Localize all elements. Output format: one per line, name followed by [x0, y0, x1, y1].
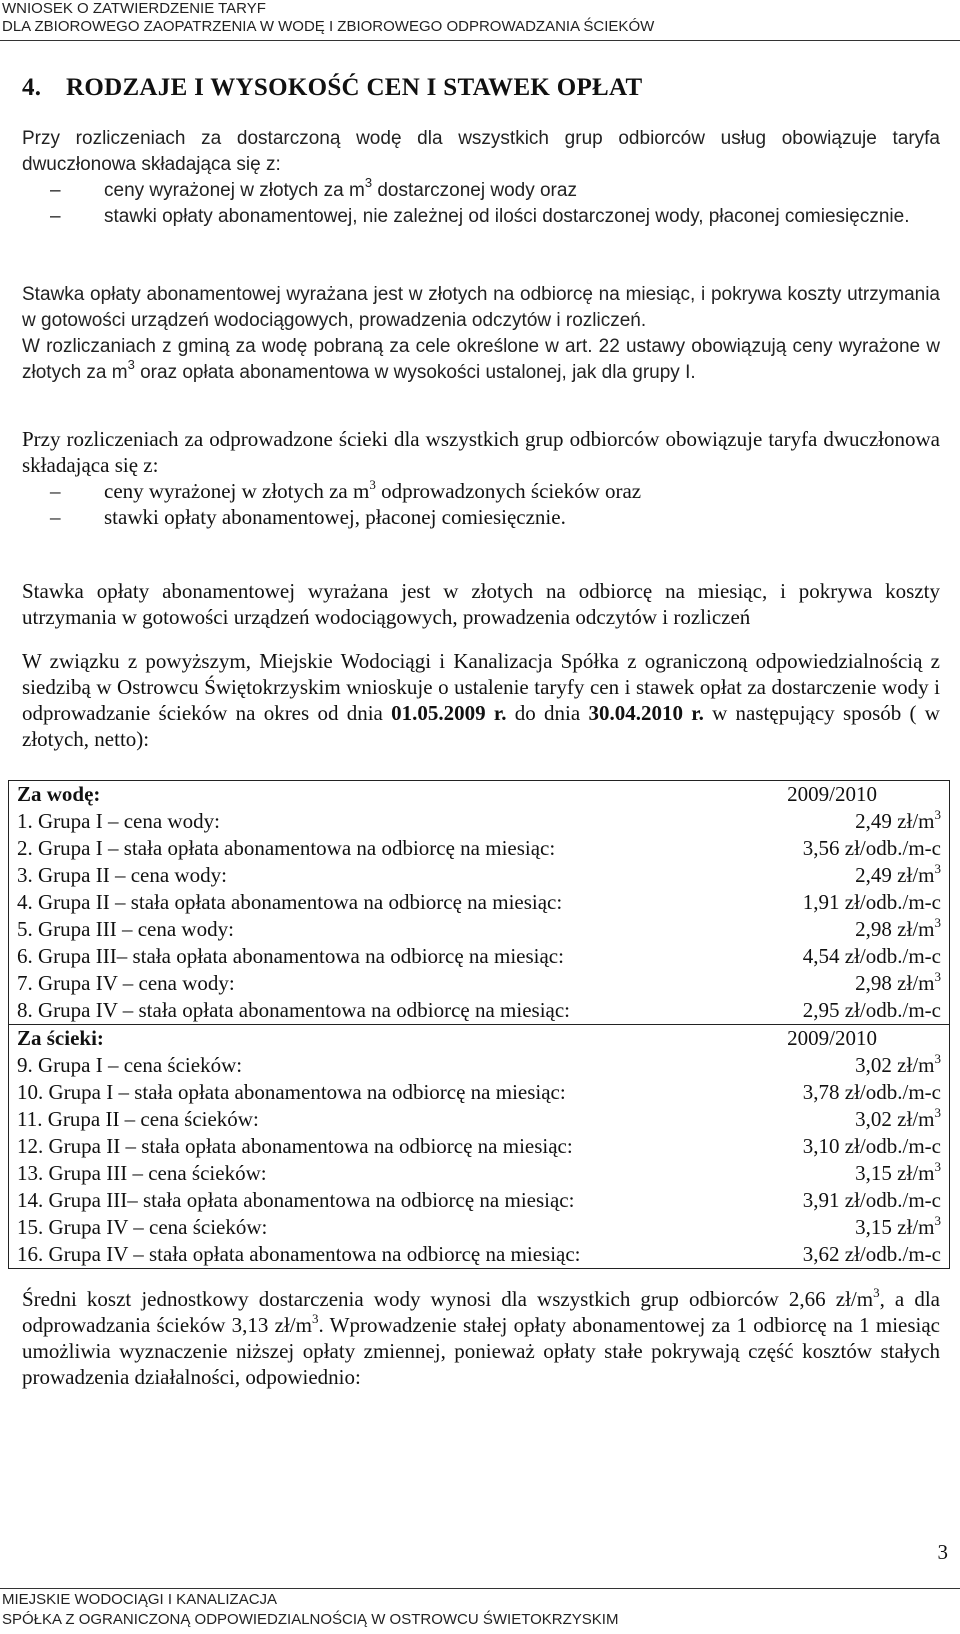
- table-row: [9, 1214, 950, 1241]
- footer-line-2: SPÓŁKA Z OGRANICZONĄ ODPOWIEDZIALNOŚCIĄ W OSTROWCU ŚWIETOKRZYSKIM: [2, 1611, 619, 1628]
- table-row: [9, 916, 950, 943]
- table-row: [9, 1052, 950, 1079]
- row-label: 15. Grupa IV – cena ścieków:: [17, 1215, 268, 1239]
- paragraph-abonament-water: Stawka opłaty abonamentowej wyrażana jest w złotych na odbiorcę na miesiąc, i pokrywa koszty utrzymania w gotowości urządzeń wodociągowych, prowadzenia odczytów i rozliczeń.: [22, 284, 940, 331]
- row-value: 3,56 zł/odb./m-c: [802, 836, 941, 860]
- table-header-water: [9, 781, 950, 809]
- table-row: [9, 1133, 950, 1160]
- sewage-bullet-1: – ceny wyrażonej w złotych za $m^3$ odprowadzonych ścieków oraz: [50, 477, 642, 503]
- row-value: 3,02 $zł/m^3$: [855, 1051, 941, 1077]
- water-header-label: Za wodę:: [17, 782, 101, 806]
- row-label: 4. Grupa II – stała opłata abonamentowa na odbiorcę na miesiąc:: [17, 890, 563, 914]
- row-label: 6. Grupa III– stała opłata abonamentowa na odbiorcę na miesiąc:: [17, 944, 564, 968]
- row-label: 12. Grupa II – stała opłata abonamentowa na odbiorcę na miesiąc:: [17, 1134, 573, 1158]
- row-label: 14. Grupa III– stała opłata abonamentowa na odbiorcę na miesiąc:: [17, 1188, 575, 1212]
- row-label: 11. Grupa II – cena ścieków:: [17, 1107, 259, 1131]
- row-value: 3,10 zł/odb./m-c: [802, 1134, 941, 1158]
- table-row: [9, 808, 950, 835]
- table-row: [9, 1160, 950, 1187]
- header-line-2: DLA ZBIOROWEGO ZAOPATRZENIA W WODĘ I ZBIOROWEGO ODPROWADZANIA ŚCIEKÓW: [2, 18, 655, 35]
- page-footer: [2, 1590, 618, 1630]
- section-title-text: RODZAJE I WYSOKOŚĆ CEN I STAWEK OPŁAT: [66, 74, 643, 101]
- row-value: 3,15 $zł/m^3$: [855, 1159, 941, 1185]
- paragraph-sredni-koszt: Średni koszt jednostkowy dostarczenia wody wynosi dla wszystkich grup odbiorców 2,66 $zł/m^3$, a dla odprowadzania ścieków 3,13 $zł/m^3$. Wprowadzenie stałej opłaty abonamentowej za 1 odbiorcę na 1 miesiąc umożliwia wyznaczenie niższej opłaty zmiennej, ponieważ opłaty stałe pokrywają część kosztów stałych prowadzenia działalności, odpowiednio:: [22, 1285, 940, 1389]
- table-row: [9, 997, 950, 1025]
- header-line-1: WNIOSEK O ZATWIERDZENIE TARYF: [2, 0, 266, 17]
- table-row: [9, 1241, 950, 1269]
- table-row: [9, 1187, 950, 1214]
- row-label: 9. Grupa I – cena ścieków:: [17, 1053, 243, 1077]
- footer-line-1: MIEJSKIE WODOCIĄGI I KANALIZACJA: [2, 1591, 278, 1608]
- row-label: 1. Grupa I – cena wody:: [17, 809, 220, 833]
- sewage-intro: Przy rozliczeniach za odprowadzone ścieki dla wszystkich grup odbiorców obowiązuje taryfa dwuczłonowa składająca się z:: [22, 427, 940, 477]
- row-value: 2,98 $zł/m^3$: [855, 969, 941, 995]
- row-label: 13. Grupa III – cena ścieków:: [17, 1161, 267, 1185]
- row-value: 3,15 $zł/m^3$: [855, 1213, 941, 1239]
- page-number: 3: [937, 1540, 948, 1564]
- paragraph-wniosek: W związku z powyższym, Miejskie Wodociągi i Kanalizacja Spółka z ograniczoną odpowiedzialnością z siedzibą w Ostrowcu Świętokrzyskim wnioskuje o ustalenie taryfy cen i stawek opłat za dostarczenie wody i odprowadzanie ścieków na okres od dnia 01.05.2009 r. do dnia 30.04.2010 r. w następujący sposób ( w złotych, netto):: [22, 649, 940, 751]
- table-row: [9, 943, 950, 970]
- header-rule: [0, 40, 960, 41]
- dash-marker: –: [50, 206, 61, 227]
- section-title: [22, 74, 643, 102]
- section-number: 4.: [22, 74, 42, 101]
- table-row: [9, 970, 950, 997]
- sewage-header-label: Za ścieki:: [9, 1025, 650, 1053]
- water-intro: Przy rozliczeniach za dostarczoną wodę dla wszystkich grup odbiorców usług obowiązuje taryfa dwuczłonowa składająca się z:: [22, 128, 940, 175]
- row-label: 8. Grupa IV – stała opłata abonamentowa na odbiorcę na miesiąc:: [17, 998, 571, 1022]
- footer-rule: [0, 1588, 960, 1589]
- table-row: [9, 1079, 950, 1106]
- row-value: 1,91 zł/odb./m-c: [802, 890, 941, 914]
- table-header-sewage: [9, 1025, 950, 1053]
- sewage-intro-block: [22, 426, 940, 530]
- dash-marker: –: [50, 479, 61, 503]
- table-row: [9, 835, 950, 862]
- tariff-table-body: [9, 781, 950, 1269]
- water-header-year: 2009/2010: [787, 782, 877, 806]
- row-label: 2. Grupa I – stała opłata abonamentowa na odbiorcę na miesiąc:: [17, 836, 556, 860]
- row-label: 7. Grupa IV – cena wody:: [17, 971, 235, 995]
- water-bullet-2: – stawki opłaty abonamentowej, nie zależnej od ilości dostarczonej wody, płaconej comiesięcznie.: [22, 204, 940, 230]
- row-label: 3. Grupa II – cena wody:: [17, 863, 227, 887]
- paragraph-abonament-sewage: Stawka opłaty abonamentowej wyrażana jest w złotych na odbiorcę na miesiąc, i pokrywa koszty utrzymania w gotowości urządzeń wodociągowych, prowadzenia odczytów i rozliczeń: [22, 579, 940, 629]
- table-row: [9, 862, 950, 889]
- table-row: [9, 1106, 950, 1133]
- page-header: [2, 0, 722, 36]
- row-label: 16. Grupa IV – stała opłata abonamentowa na odbiorcę na miesiąc:: [17, 1242, 581, 1266]
- row-value: 3,02 $zł/m^3$: [855, 1105, 941, 1131]
- row-value: 3,91 zł/odb./m-c: [802, 1188, 941, 1212]
- row-value: 4,54 zł/odb./m-c: [802, 944, 941, 968]
- water-bullet-1: – ceny wyrażonej w złotych za $m^3$ dostarczonej wody oraz: [22, 178, 940, 204]
- water-intro-block: [22, 126, 940, 230]
- row-value: 3,62 zł/odb./m-c: [802, 1242, 941, 1266]
- row-label: 5. Grupa III – cena wody:: [17, 917, 234, 941]
- row-value: 2,98 $zł/m^3$: [855, 915, 941, 941]
- row-label: 10. Grupa I – stała opłata abonamentowa na odbiorcę na miesiąc:: [17, 1080, 566, 1104]
- paragraph-gmina: W rozliczaniach z gminą za wodę pobraną za cele określone w art. 22 ustawy obowiązują ceny wyrażone w złotych za $m^3$ oraz opłata abonamentowa w wysokości ustalonej, jak dla grupy I.: [22, 336, 940, 383]
- row-value: 2,49 $zł/m^3$: [855, 807, 941, 833]
- table-row: [9, 889, 950, 916]
- row-value: 2,95 zł/odb./m-c: [802, 998, 941, 1022]
- sewage-bullet-2: – stawki opłaty abonamentowej, płaconej comiesięcznie.: [50, 505, 566, 529]
- dash-marker: –: [50, 505, 61, 529]
- row-value: 3,78 zł/odb./m-c: [802, 1080, 941, 1104]
- sewage-header-year: 2009/2010: [649, 1025, 950, 1053]
- tariff-table: [8, 780, 950, 1269]
- row-value: 2,49 $zł/m^3$: [855, 861, 941, 887]
- dash-marker: –: [50, 180, 61, 201]
